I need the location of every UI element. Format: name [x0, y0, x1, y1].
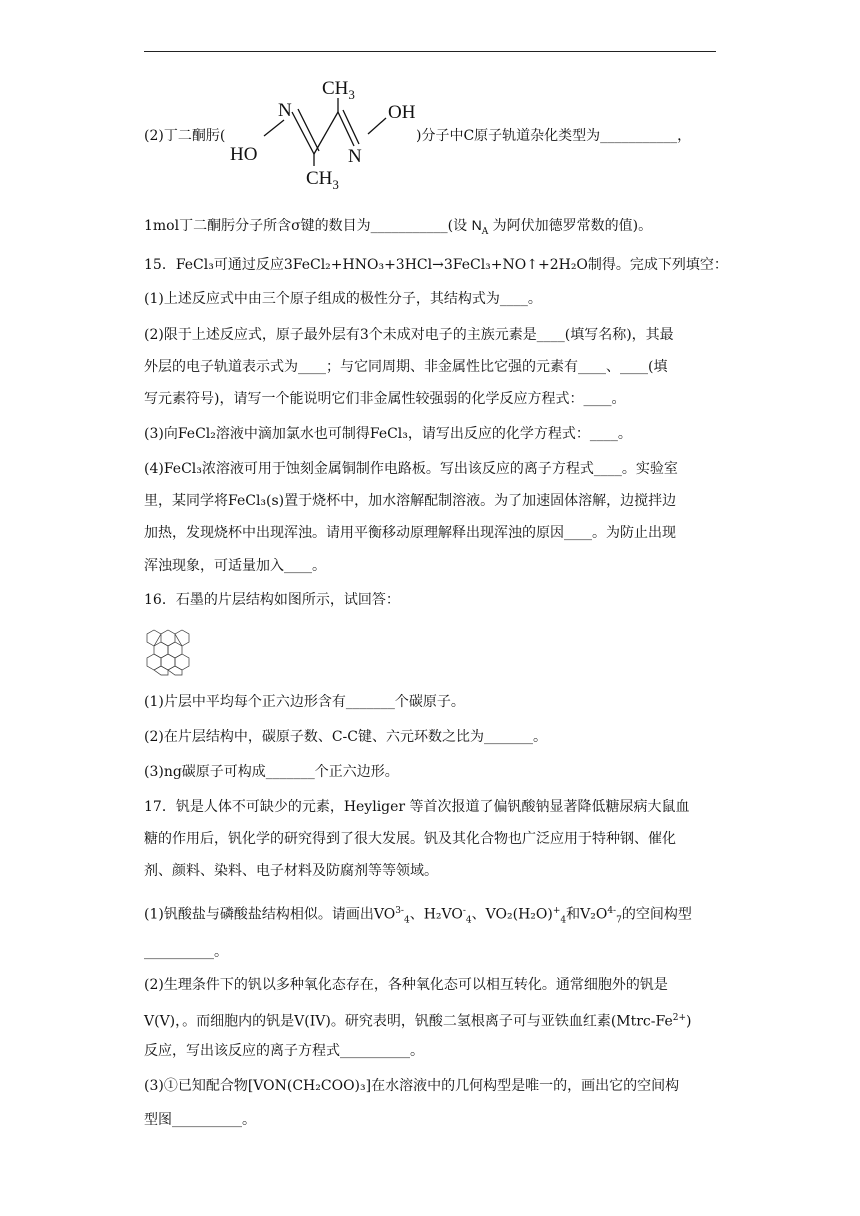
q17-part2-line2-text: V(V)，。而细胞内的钒是V(IV)。研究表明，钒酸二氢根离子可与亚铁血红素(Mtrc-Fe: [144, 1013, 673, 1030]
q17-part3-line2: 型图__________。: [144, 1112, 256, 1128]
q14-2-prefix: (2)丁二酮肟(: [144, 128, 226, 144]
q14-2-line2: [144, 215, 724, 242]
nitrogen-right-label: N: [348, 146, 362, 167]
hydroxyl-right-label: OH: [388, 102, 416, 123]
q17-part1-text-b: 、H₂VO: [409, 906, 463, 923]
methyl-bottom-label: $CH_3$: [306, 168, 339, 192]
avogadro-symbol: N: [471, 217, 482, 233]
vanadate-subscript: 4: [403, 915, 410, 926]
methyl-top-label: $CH_3$: [322, 78, 355, 102]
q15-part1: (1)上述反应式中由三个原子组成的极性分子，其结构式为____。: [144, 291, 542, 307]
q15-part4-line3: 加热，发现烧杯中出现浑浊。请用平衡移动原理解释出现浑浊的原因____。为防止出现: [144, 525, 676, 541]
q17-part2-line1: (2)生理条件下的钒以多种氧化态存在，各种氧化态可以相互转化。通常细胞外的钒是: [144, 977, 668, 993]
header-rule: [144, 51, 716, 52]
q15-title: 15．FeCl₃可通过反应3FeCl₂+HNO₃+3HCl→3FeCl₃+NO↑+2H₂O制得。完成下列填空：: [144, 257, 728, 273]
q15-part3: (3)向FeCl₂溶液中滴加氯水也可制得FeCl₃，请写出反应的化学方程式：____。: [144, 426, 632, 442]
avogadro-subscript: A: [481, 226, 489, 237]
iron-charge: 2+: [672, 1013, 687, 1023]
q16-part1: (1)片层中平均每个正六边形含有_______个碳原子。: [144, 694, 465, 710]
graphite-layer-figure: [144, 628, 192, 676]
q17-part2-line3: 反应，写出该反应的离子方程式__________。: [144, 1043, 424, 1059]
q15-part4-line1: (4)FeCl₃浓溶液可用于蚀刻金属铜制作电路板。写出该反应的离子方程式____。实验室: [144, 461, 678, 477]
q17-part2-line2-end: ): [686, 1013, 692, 1030]
divanadate-subscript: 7: [616, 915, 622, 926]
q15-part4-line2: 里，某同学将FeCl₃(s)置于烧杯中，加水溶解配制溶液。为了加速固体溶解，边搅拌边: [144, 493, 677, 509]
q17-part3-line1: (3)①已知配合物[VON(CH₂COO)₃]在水溶液中的几何构型是唯一的，画出它的空间构: [144, 1078, 680, 1094]
q16-part2: (2)在片层结构中，碳原子数、C-C键、六元环数之比为_______。: [144, 729, 547, 745]
q14-2-line2-text: 1mol丁二酮肟分子所含σ键的数目为___________(设: [144, 218, 468, 234]
q17-part1-line1: [144, 901, 724, 930]
q17-part1-line2: __________。: [144, 944, 228, 960]
vanadate-charge: 3-: [395, 906, 404, 916]
q14-2-line2-end: 为阿伏加德罗常数的值)。: [492, 218, 653, 234]
q15-part2-line2: 外层的电子轨道表示式为____；与它同周期、非金属性比它强的元素有____、____(填: [144, 359, 668, 375]
q15-part2-line3: 写元素符号)，请写一个能说明它们非金属性较强弱的化学反应方程式：____。: [144, 391, 626, 407]
q17-part1-text-a: (1)钒酸盐与磷酸盐结构相似。请画出VO: [144, 906, 396, 923]
q17-title-line2: 糖的作用后，钒化学的研究得到了很大发展。钒及其化合物也广泛应用于特种钢、催化: [144, 831, 676, 847]
hydroxyl-left-label: HO: [230, 144, 258, 165]
dimethylglyoxime-structure: [222, 74, 418, 192]
vo2-charge: +: [552, 906, 561, 916]
q15-part4-line4: 浑浊现象，可适量加入____。: [144, 558, 326, 574]
q14-2-line1-suffix: [416, 126, 716, 146]
vo2-subscript: 4: [560, 915, 567, 926]
q17-part1-text-e: 的空间构型: [621, 906, 692, 923]
q17-part1-text-c: 、VO₂(H₂O): [471, 906, 553, 923]
q16-title: 16．石墨的片层结构如图所示，试回答：: [144, 592, 400, 608]
nitrogen-left-label: N: [278, 100, 292, 121]
divanadate-charge: 4-: [607, 906, 617, 916]
dihydrogen-vanadate-charge: -: [462, 906, 466, 916]
q15-part2-line1: (2)限于上述反应式，原子最外层有3个未成对电子的主族元素是____(填写名称)，其最: [144, 327, 674, 343]
dihydrogen-vanadate-subscript: 4: [465, 915, 472, 926]
q16-part3: (3)ng碳原子可构成_______个正六边形。: [144, 764, 399, 780]
q17-part2-line2: [144, 1008, 724, 1032]
q14-2-suffix: )分子中C原子轨道杂化类型为___________，: [416, 128, 692, 144]
q17-part1-text-d: 和V₂O: [566, 906, 608, 923]
q17-title-line1: 17．钒是人体不可缺少的元素，Heyliger 等首次报道了偏钒酸钠显著降低糖尿病大鼠血: [144, 799, 690, 815]
q17-title-line3: 剂、颜料、染料、电子材料及防腐剂等等领域。: [144, 863, 438, 879]
